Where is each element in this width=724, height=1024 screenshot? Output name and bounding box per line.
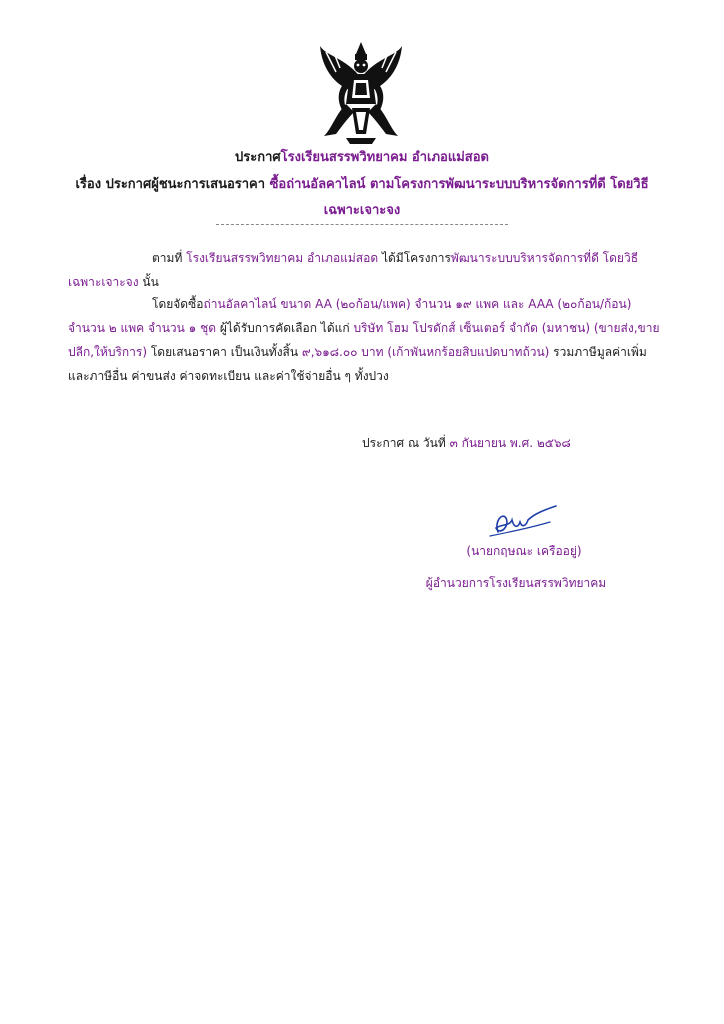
date-lead: ประกาศ ณ วันที่ [362,436,450,450]
subject-highlight: ซื้อถ่านอัลคาไลน์ ตามโครงการพัฒนาระบบบริหารจัดการที่ดี โดยวิธีเฉพาะเจาะจง [269,177,649,218]
p2-lead: โดยจัดซื้อ [152,297,204,311]
paragraph-award [68,292,664,388]
p1-project: พัฒนาระบบบริหารจัดการที่ดี โดยวิธีเฉพาะเจาะจง [68,251,639,289]
title-prefix: ประกาศ [235,150,281,165]
announcement-date [362,434,571,453]
p2-item: ถ่านอัลคาไลน์ ขนาด AA (๒๐ก้อน/แพค) จำนวน ๑๙ แพค และ AAA (๒๐ก้อน/ก้อน) จำนวน ๒ แพค [68,297,632,335]
garuda-emblem-icon [306,38,416,148]
school-name: โรงเรียนสรรพวิทยาคม อำเภอแม่สอด [280,150,489,165]
p2-mid: ผู้ได้รับการคัดเลือก ได้แก่ [216,321,354,335]
p2-tail: รวมภาษีมูลค่าเพิ่มและภาษีอื่น ค่าขนส่ง ค่าจดทะเบียน และค่าใช้จ่ายอื่น ๆ ทั้งปวง [68,345,647,383]
p2-amount: ๙,๖๑๘.๐๐ บาท (เก้าพันหกร้อยสิบแปดบาทถ้วน) [301,345,550,359]
p1-lead: ตามที่ [152,251,187,265]
p2-vendor: บริษัท โฮม โปรดักส์ เซ็นเตอร์ จำกัด (มหาชน) (ขายส่ง,ขายปลีก,ให้บริการ) [68,321,660,359]
p1-mid: ได้มีโครงการ [378,251,451,265]
p2-qty: จำนวน ๑ ชุด [144,321,217,335]
p1-tail: นั้น [138,275,159,289]
signer-position: ผู้อำนวยการโรงเรียนสรรพวิทยาคม [425,576,607,590]
announcement-title [0,146,724,167]
date-value: ๓ กันยายน พ.ศ. ๒๕๖๘ [449,436,571,450]
subject-prefix: เรื่อง ประกาศผู้ชนะการเสนอราคา [75,177,270,192]
p1-org: โรงเรียนสรรพวิทยาคม อำเภอแม่สอด [186,251,379,265]
p2-mid2: โดยเสนอราคา เป็นเงินทั้งสิ้น [147,345,302,359]
signer-name: (นายกฤษณะ เครืออยู่) [466,544,582,558]
signature-icon [480,502,560,542]
paragraph-background [68,246,664,294]
announcement-subject [60,172,664,224]
divider [216,224,508,225]
